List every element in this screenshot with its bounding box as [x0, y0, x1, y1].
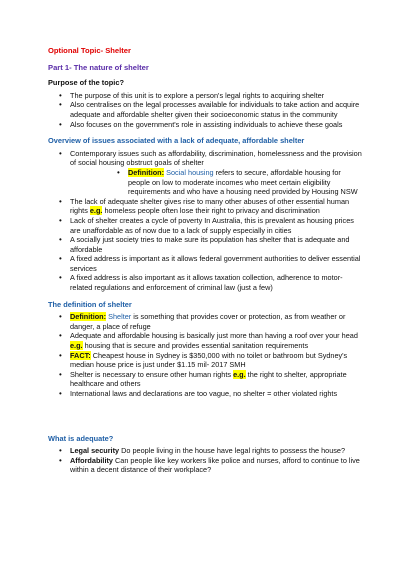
spacer — [48, 406, 364, 434]
adequate-heading: What is adequate? — [48, 433, 114, 443]
list-item — [48, 456, 364, 475]
list-item-text: Can people like key workers like police and nurses, afford to continue to live within a decent distance of their workplace? — [70, 455, 360, 475]
sub-list — [70, 168, 364, 197]
list-item-text: housing that is secure and provides essential sanitation requirements — [82, 341, 309, 351]
list-item: • The purpose of this unit is to explore a person's legal rights to acquiring shelter — [48, 91, 364, 101]
list-item — [48, 149, 364, 197]
fact-label: FACT: — [70, 350, 91, 360]
list-item-text: Do people living in the house have legal rights to possess the house? — [119, 446, 346, 456]
eg-highlight: e.g. — [89, 206, 103, 216]
eg-highlight: e.g. — [70, 341, 83, 351]
definition-term: Social housing — [166, 167, 214, 177]
definition-item — [70, 168, 364, 197]
list-item — [48, 370, 364, 389]
definition-term: Shelter — [108, 312, 132, 322]
purpose-list — [48, 91, 364, 129]
list-item-text: homeless people often lose their right to privacy and discrimination — [102, 206, 320, 216]
adequate-list — [48, 446, 364, 475]
definition-list — [48, 312, 364, 398]
definition-heading: The definition of shelter — [48, 299, 132, 309]
overview-heading: Overview of issues associated with a lack of adequate, affordable shelter — [48, 136, 305, 146]
definition-label: Definition: — [70, 312, 107, 322]
list-item — [48, 446, 364, 456]
affordability-label: Affordability — [70, 455, 113, 465]
purpose-heading: Purpose of the topic? — [48, 78, 124, 88]
eg-highlight: e.g. — [233, 369, 246, 379]
definition-label: Definition: — [128, 167, 165, 177]
list-item-text: Adequate and affordable housing is basically just more than having a roof over your head — [70, 331, 358, 341]
list-item: • International laws and declarations are too vague, no shelter = other violated rights — [48, 389, 364, 399]
list-item-text: Contemporary issues such as affordability, discrimination, homelessness and the provision of social housing obstruct goals of shelter — [70, 148, 362, 168]
list-item-text: Shelter is necessary to ensure other human rights — [70, 369, 234, 379]
list-item: • Also focuses on the government's role in assisting individuals to achieve these goals — [48, 120, 364, 130]
list-item: • Also centralises on the legal processes available for individuals to take action and acquire adequate and affordable shelter given their socioeconomic status in the community — [48, 100, 364, 119]
definition-text: refers to secure, affordable housing for people on low to moderate incomes who meet certain eligibility requirements and who have a housing need provided by Housing NSW — [128, 167, 358, 197]
list-item — [48, 331, 364, 350]
list-item: • A fixed address is important as it allows federal government authorities to deliver essential services — [48, 254, 364, 273]
document-page — [48, 46, 364, 475]
part-heading: Part 1- The nature of shelter — [48, 62, 149, 72]
fact-text: Cheapest house in Sydney is $350,000 with no toilet or bathroom but Sydney's median house price is just under $1.15 mil- 2017 SMH — [70, 350, 348, 370]
overview-list — [48, 149, 364, 293]
definition-item — [48, 312, 364, 331]
list-item — [48, 197, 364, 216]
document-title: Optional Topic- Shelter — [48, 46, 131, 55]
list-item: • Lack of shelter creates a cycle of poverty In Australia, this is prevalent as housing prices are unaffordable as of now due to a lack of supply especially in cities — [48, 216, 364, 235]
definition-text: is something that provides cover or protection, as from weather or danger, a place of refuge — [70, 312, 346, 331]
list-item-text: The lack of adequate shelter gives rise to many other abuses of other essential human rights — [70, 196, 350, 216]
fact-item — [48, 351, 364, 370]
list-item: • A socially just society tries to make sure its population has shelter that is adequate and affordable — [48, 235, 364, 254]
legal-security-label: Legal security — [70, 446, 120, 456]
list-item: • A fixed address is also important as it allows taxation collection, adherence to motor- related regulations and enforcement of criminal law (just a few) — [48, 273, 364, 292]
list-item-text: the right to shelter, appropriate healthcare and others — [70, 369, 347, 389]
